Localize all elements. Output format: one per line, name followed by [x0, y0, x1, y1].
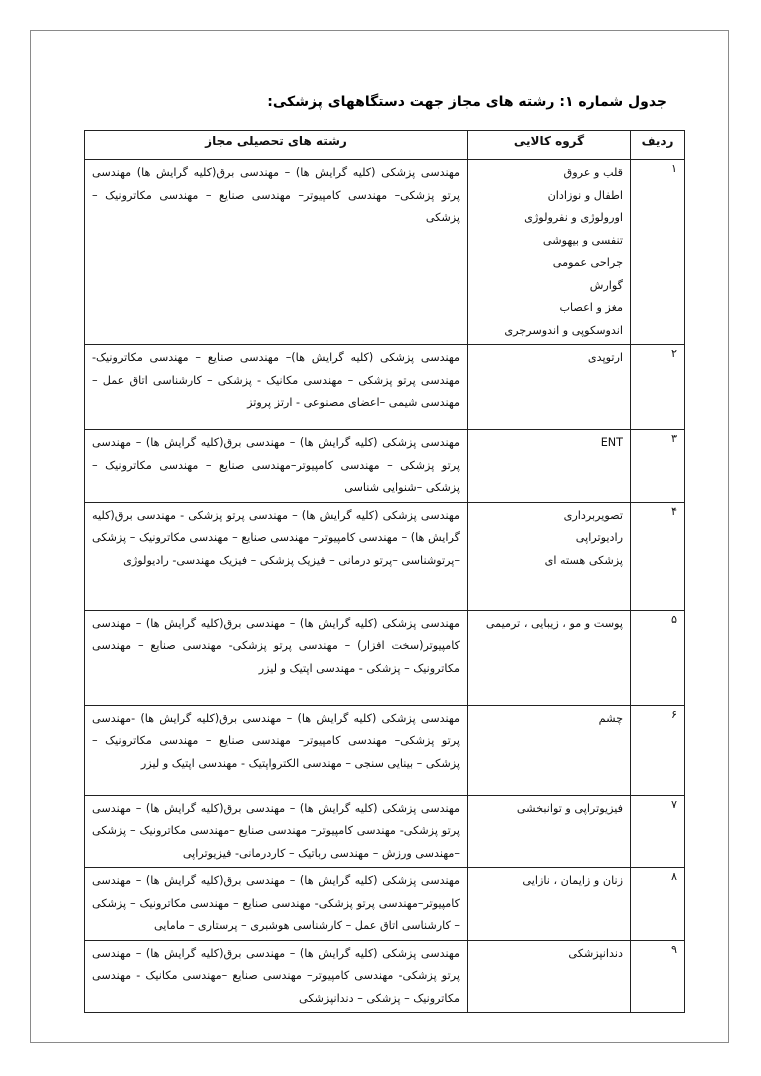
table-row [85, 160, 685, 345]
row-fields: مهندسی پزشکی (کلیه گرایش ها) – مهندسی برق(کلیه گرایش ها) – مهندسی پرتو پزشکی – مهندسی کامپیوتر–مهندسی صنایع – مهندسی مکاترونیک – پزشکی –شنوایی شناسی [85, 430, 468, 503]
group-item: مغز و اعصاب [559, 301, 623, 314]
row-index: ۳ [631, 430, 685, 503]
row-groups [468, 345, 631, 430]
row-index: ۵ [631, 610, 685, 705]
group-item: رادیوتراپی [575, 531, 623, 544]
row-index: ۲ [631, 345, 685, 430]
group-item: فیزیوتراپی و توانبخشی [516, 801, 623, 815]
row-index: ۶ [631, 705, 685, 795]
row-fields: مهندسی پزشکی (کلیه گرایش ها) – مهندسی برق(کلیه گرایش ها) – مهندسی پرتو پزشکی- مهندسی کامپیوتر– مهندسی صنایع –مهندسی مکانیک - مهندسی مکاترونیک – پزشکی – دندانپزشکی [85, 940, 468, 1013]
row-index: ۷ [631, 795, 685, 868]
group-item: گوارش [589, 278, 623, 292]
row-groups [468, 610, 631, 705]
row-groups [468, 795, 631, 868]
group-item: تنفسی و بیهوشی [542, 233, 623, 247]
group-item: دندانپزشکی [568, 946, 623, 960]
group-item: اورولوژی و نفرولوژی [524, 211, 623, 224]
table-row [85, 705, 685, 795]
group-item: پوست و مو ، زیبایی ، ترمیمی [485, 616, 623, 630]
group-item: زنان و زایمان ، نازایی [522, 874, 623, 887]
group-item: چشم [598, 711, 623, 725]
fields-table [84, 130, 685, 1013]
row-index: ۱ [631, 160, 685, 345]
group-item: اندوسکوپی و اندوسرجری [504, 323, 623, 337]
row-fields: مهندسی پزشکی (کلیه گرایش ها)– مهندسی صنایع – مهندسی مکاترونیک- مهندسی پرتو پزشکی – مهندسی مکانیک - پزشکی – کارشناسی اتاق عمل – مهندسی شیمی –اعضای مصنوعی - ارتز پروتز [85, 345, 468, 430]
group-item: ENT [600, 436, 623, 449]
row-groups [468, 160, 631, 345]
table-row [85, 345, 685, 430]
header-fields: رشته های تحصیلی مجاز [85, 131, 468, 160]
header-index: ردیف [631, 131, 685, 160]
row-groups [468, 705, 631, 795]
table-row [85, 502, 685, 610]
group-item: پزشکی هسته ای [544, 553, 623, 567]
group-item: ارتوپدی [587, 351, 623, 364]
header-group: گروه کالایی [468, 131, 631, 160]
table-row [85, 868, 685, 941]
row-fields: مهندسی پزشکی (کلیه گرایش ها) – مهندسی برق(کلیه گرایش ها) مهندسی پرتو پزشکی– مهندسی کامپیوتر– مهندسی صنایع – مهندسی مکاترونیک – پزشکی [85, 160, 468, 345]
row-groups [468, 430, 631, 503]
row-groups [468, 940, 631, 1013]
group-item: اطفال و نوزادان [547, 188, 623, 202]
table-row [85, 430, 685, 503]
table-row [85, 610, 685, 705]
row-fields: مهندسی پزشکی (کلیه گرایش ها) – مهندسی برق(کلیه گرایش ها) – مهندسی کامپیوتر–مهندسی پرتو پزشکی- مهندسی صنایع – مهندسی مکاترونیک – پزشکی – کارشناسی اتاق عمل – کارشناسی هوشبری – پرستاری – مامایی [85, 868, 468, 941]
group-item: جراحی عمومی [552, 256, 623, 269]
row-fields: مهندسی پزشکی (کلیه گرایش ها) – مهندسی برق(کلیه گرایش ها) -مهندسی پرتو پزشکی– مهندسی کامپیوتر– مهندسی صنایع – مهندسی مکاترونیک – پزشکی – بینایی سنجی – مهندسی الکترواپتیک - مهندسی اپتیک و لیزر [85, 705, 468, 795]
table-title: جدول شماره ۱: رشته های مجاز جهت دستگاههای پزشکی: [267, 94, 667, 110]
row-fields: مهندسی پزشکی (کلیه گرایش ها) – مهندسی پرتو پزشکی - مهندسی برق(کلیه گرایش ها) – مهندسی کامپیوتر– مهندسی صنایع – مهندسی مکاترونیک – پزشکی –پرتوشناسی –پرتو درمانی – فیزیک پزشکی – فیزیک مهندسی- رادیولوژی [85, 502, 468, 610]
row-fields: مهندسی پزشکی (کلیه گرایش ها) – مهندسی برق(کلیه گرایش ها) – مهندسی کامپیوتر(سخت افزار) – مهندسی پرتو پزشکی- مهندسی صنایع – مهندسی مکاترونیک – پزشکی - مهندسی اپتیک و لیزر [85, 610, 468, 705]
row-groups [468, 502, 631, 610]
group-item: قلب و عروق [563, 166, 623, 179]
table-row [85, 795, 685, 868]
row-index: ۹ [631, 940, 685, 1013]
row-index: ۴ [631, 502, 685, 610]
table-header-row [85, 131, 685, 160]
row-index: ۸ [631, 868, 685, 941]
row-groups [468, 868, 631, 941]
table-row [85, 940, 685, 1013]
group-item: تصویربرداری [563, 508, 623, 522]
row-fields: مهندسی پزشکی (کلیه گرایش ها) – مهندسی برق(کلیه گرایش ها) – مهندسی پرتو پزشکی- مهندسی کامپیوتر– مهندسی صنایع –مهندسی مکاترونیک – پزشکی –مهندسی ورزش – مهندسی رباتیک – کاردرمانی- فیزیوتراپی [85, 795, 468, 868]
